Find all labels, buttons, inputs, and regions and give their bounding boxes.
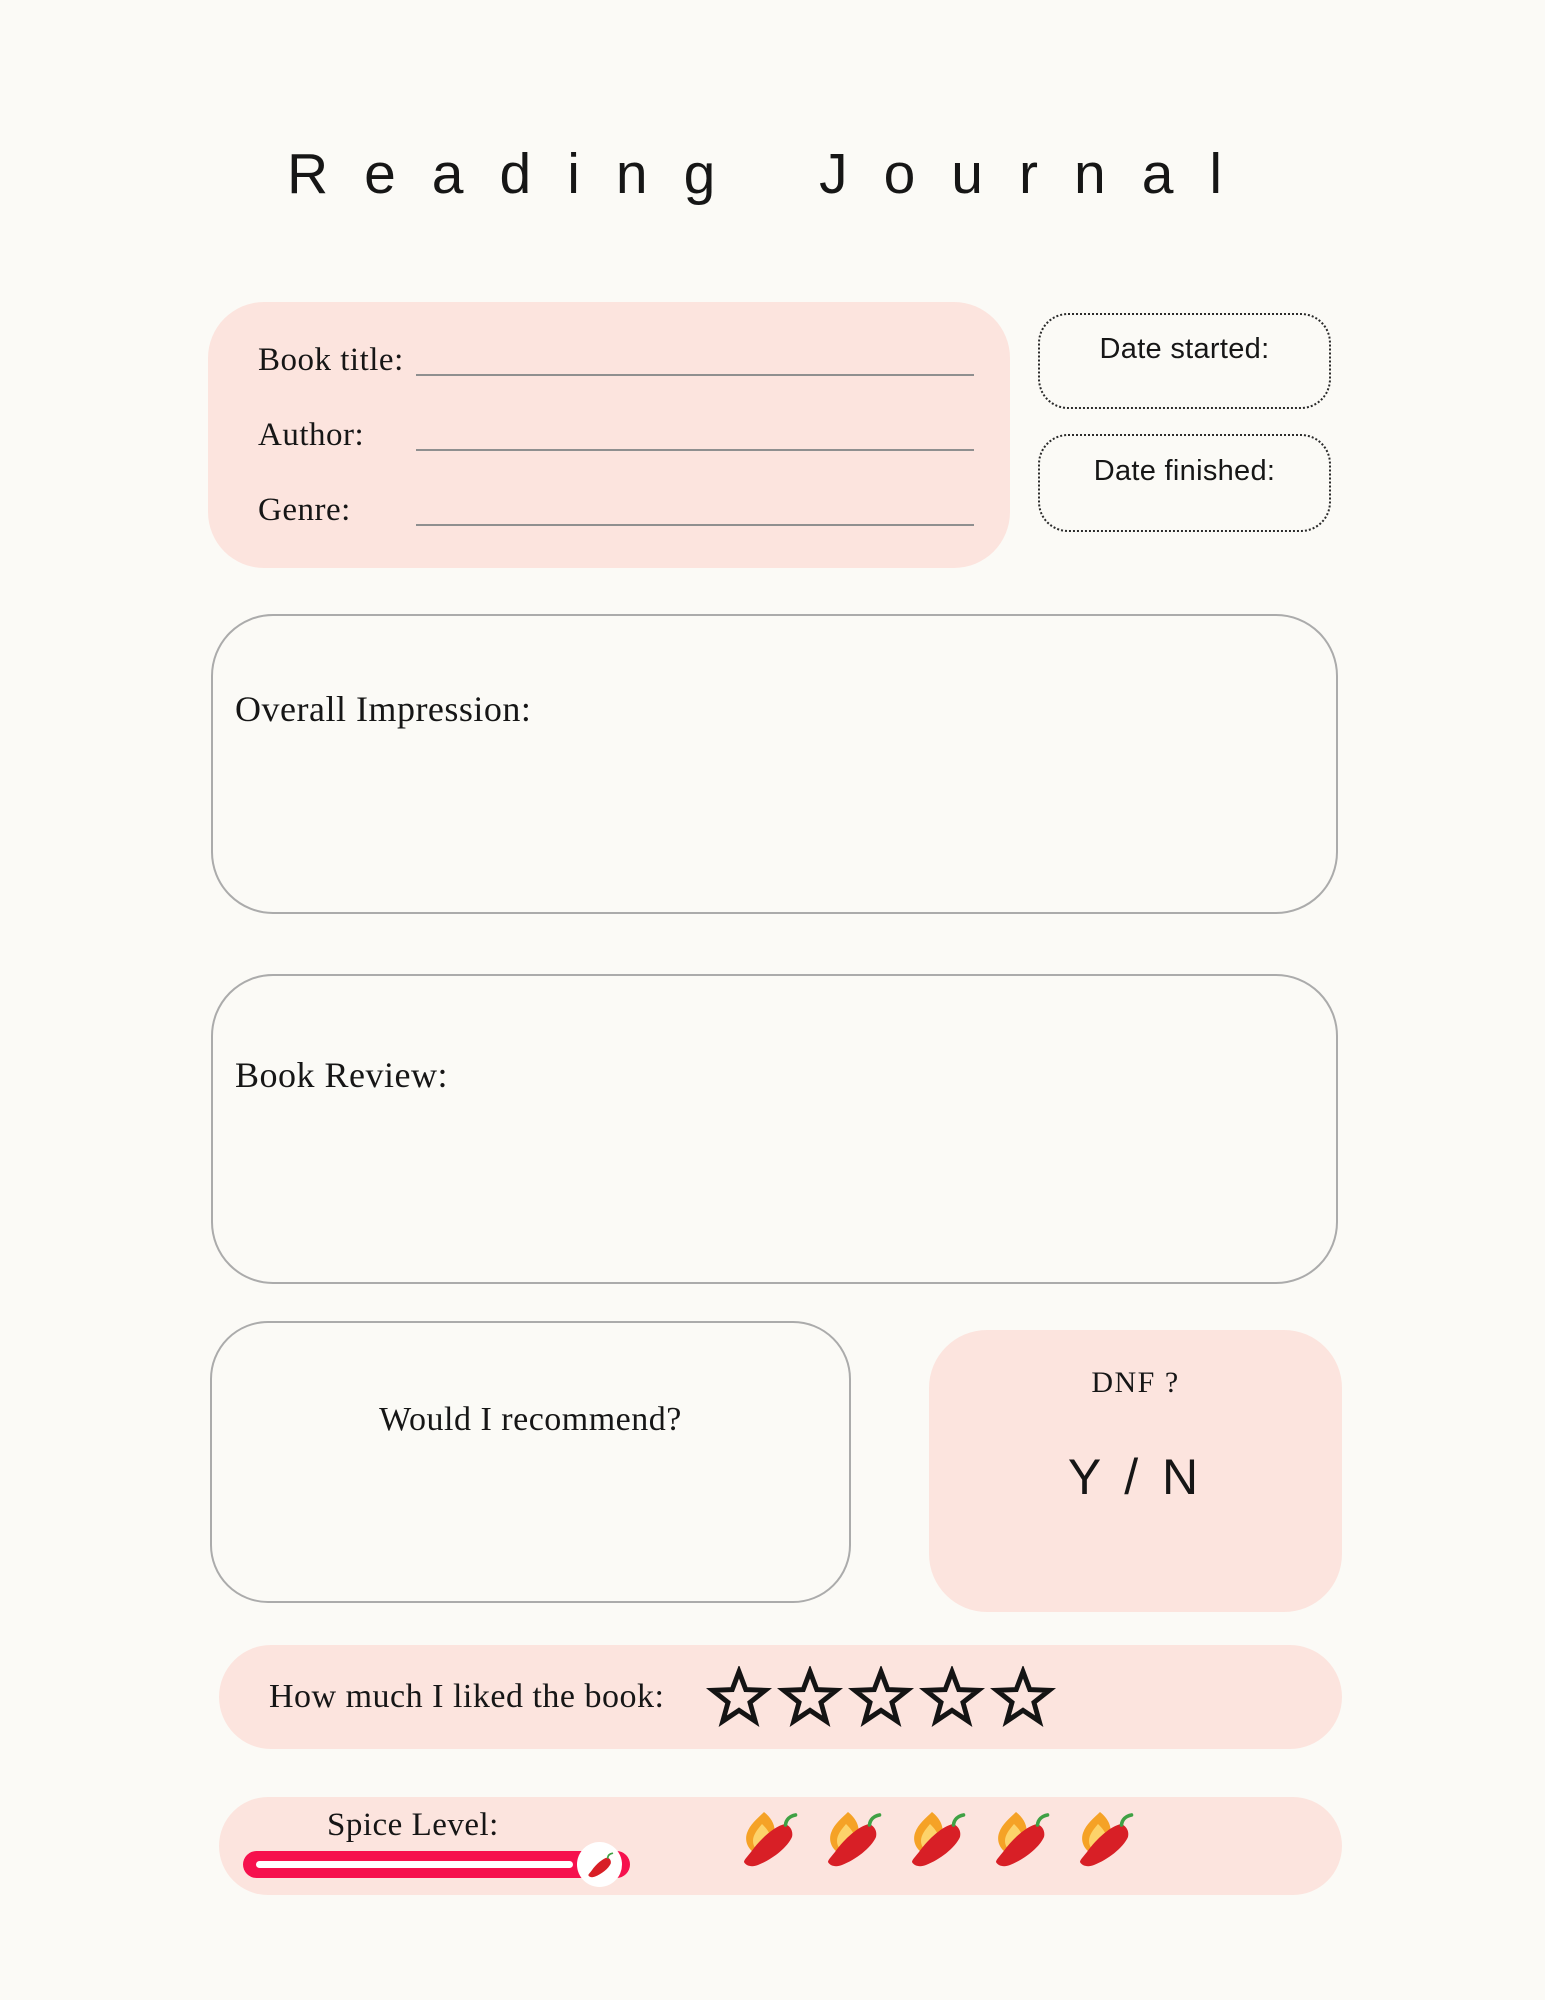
spice-bar bbox=[219, 1797, 1342, 1895]
chili-scale bbox=[737, 1810, 1137, 1870]
spice-label: Spice Level: bbox=[327, 1807, 499, 1843]
author-input-line[interactable] bbox=[416, 449, 974, 451]
genre-input-line[interactable] bbox=[416, 524, 974, 526]
book-title-input-line[interactable] bbox=[416, 374, 974, 376]
chili-icon bbox=[585, 1851, 615, 1879]
star-icon[interactable] bbox=[919, 1666, 985, 1729]
chili-flame-icon[interactable] bbox=[821, 1810, 885, 1870]
date-started-box[interactable] bbox=[1038, 313, 1331, 409]
star-icon[interactable] bbox=[777, 1666, 843, 1729]
chili-flame-icon[interactable] bbox=[989, 1810, 1053, 1870]
spice-slider-track[interactable] bbox=[243, 1851, 630, 1878]
chili-flame-icon[interactable] bbox=[737, 1810, 801, 1870]
star-rating bbox=[706, 1666, 1056, 1729]
recommend-box[interactable] bbox=[210, 1321, 851, 1603]
book-title-row bbox=[258, 342, 974, 380]
rating-label: How much I liked the book: bbox=[269, 1678, 665, 1715]
date-finished-label: Date finished: bbox=[1093, 455, 1276, 487]
book-review-box[interactable] bbox=[211, 974, 1338, 1284]
book-info-box bbox=[208, 302, 1010, 568]
author-row bbox=[258, 417, 974, 455]
author-label: Author: bbox=[258, 417, 365, 454]
chili-flame-icon[interactable] bbox=[1073, 1810, 1137, 1870]
rating-bar bbox=[219, 1645, 1342, 1749]
genre-row bbox=[258, 492, 974, 530]
spice-slider-knob[interactable] bbox=[577, 1842, 622, 1887]
chili-flame-icon[interactable] bbox=[905, 1810, 969, 1870]
spice-slider-stripe bbox=[256, 1861, 573, 1868]
dnf-box bbox=[929, 1330, 1342, 1612]
genre-label: Genre: bbox=[258, 492, 351, 529]
overall-impression-box[interactable] bbox=[211, 614, 1338, 914]
book-review-label: Book Review: bbox=[235, 1055, 448, 1095]
date-finished-box[interactable] bbox=[1038, 434, 1331, 532]
dnf-label: DNF ? bbox=[1091, 1366, 1180, 1399]
star-icon[interactable] bbox=[848, 1666, 914, 1729]
star-icon[interactable] bbox=[706, 1666, 772, 1729]
star-icon[interactable] bbox=[990, 1666, 1056, 1729]
date-started-label: Date started: bbox=[1099, 333, 1270, 365]
dnf-yn-options[interactable]: Y / N bbox=[1067, 1449, 1204, 1505]
page-title: Reading Journal bbox=[286, 142, 1259, 206]
book-title-label: Book title: bbox=[258, 342, 404, 378]
overall-impression-label: Overall Impression: bbox=[235, 689, 532, 729]
recommend-label: Would I recommend? bbox=[379, 1401, 682, 1438]
